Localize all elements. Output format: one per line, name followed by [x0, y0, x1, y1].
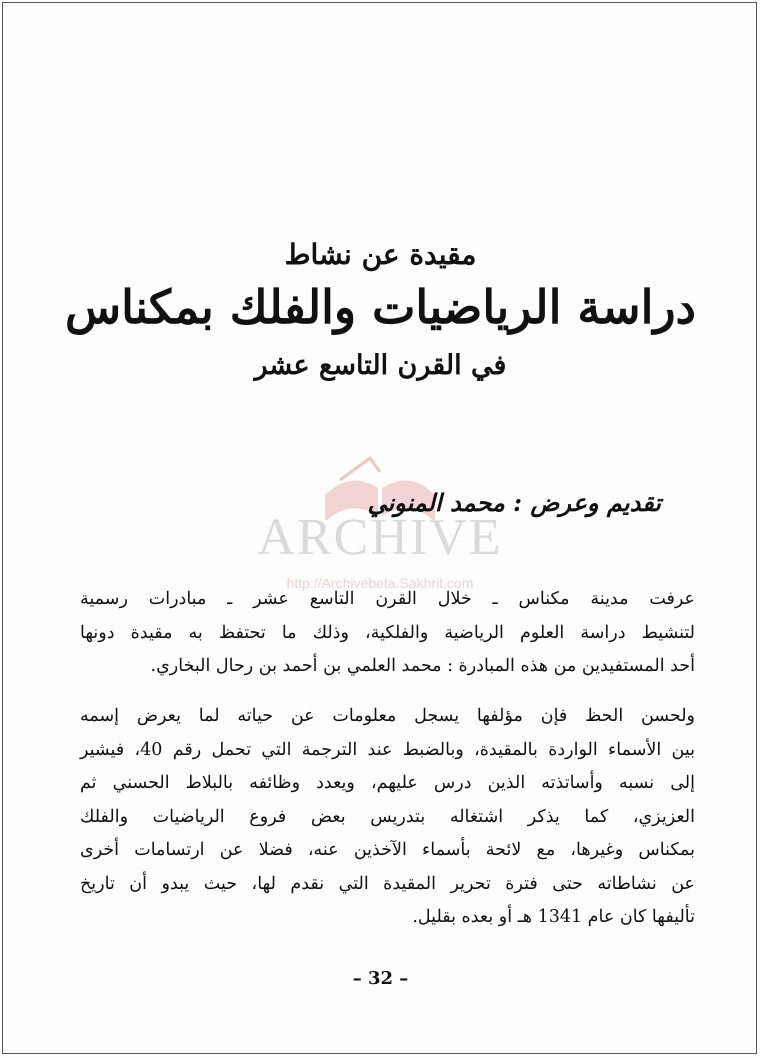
paragraph-line: بمكناس وغيرها، مع لائحة بأسماء الآخذين عنه، فضلا عن ارتسامات أخرى — [80, 840, 695, 860]
paragraph-1 — [80, 583, 695, 684]
title-line-2: دراسة الرياضيات والفلك بمكناس — [64, 280, 697, 334]
page-number: – 32 – — [352, 968, 409, 989]
archive-watermark — [230, 450, 530, 600]
title-line-1: مقيدة عن نشاط — [284, 238, 477, 271]
byline: تقديم وعرض : محمد المنوني — [367, 488, 661, 517]
paragraph-line: العزيزي، كما يذكر اشتغاله بتدريس بعض فروع الرياضيات والفلك — [80, 806, 695, 827]
paragraph-line: تأليفها كان عام 1341 هـ أو بعده بقليل. — [412, 907, 695, 927]
watermark-text: ARCHIVE — [257, 509, 503, 566]
paragraph-line: أحد المستفيدين من هذه المبادرة : محمد العلمي بن أحمد بن رحال البخاري. — [150, 656, 695, 676]
paragraph-line: بين الأسماء الواردة بالمقيدة، وبالضبط عند الترجمة التي تحمل رقم 40، فيشير — [80, 739, 695, 760]
paragraph-2 — [80, 700, 695, 935]
paragraph-line: لتنشيط دراسة العلوم الرياضية والفلكية، وذلك ما تحتفظ به مقيدة دونها — [80, 622, 695, 643]
paragraph-line: إلى نسبه وأساتذته الذين درس عليهم، ويعدد وظائفه بالبلاط الحسني ثم — [80, 773, 695, 793]
paragraph-line: عن نشاطاته حتى فترة تحرير المقيدة التي نقدم لها، حيث يبدو أن تاريخ — [80, 873, 695, 894]
watermark-url: http://Archivebeta.Sakhrit.com — [286, 575, 474, 591]
paragraph-line: عرفت مدينة مكناس ـ خلال القرن التاسع عشر ـ مبادرات رسمية — [80, 589, 695, 609]
paragraph-line: ولحسن الحظ فإن مؤلفها يسجل معلومات عن حياته لما يعرض إسمه — [80, 706, 695, 726]
title-line-3: في القرن التاسع عشر — [254, 350, 507, 381]
